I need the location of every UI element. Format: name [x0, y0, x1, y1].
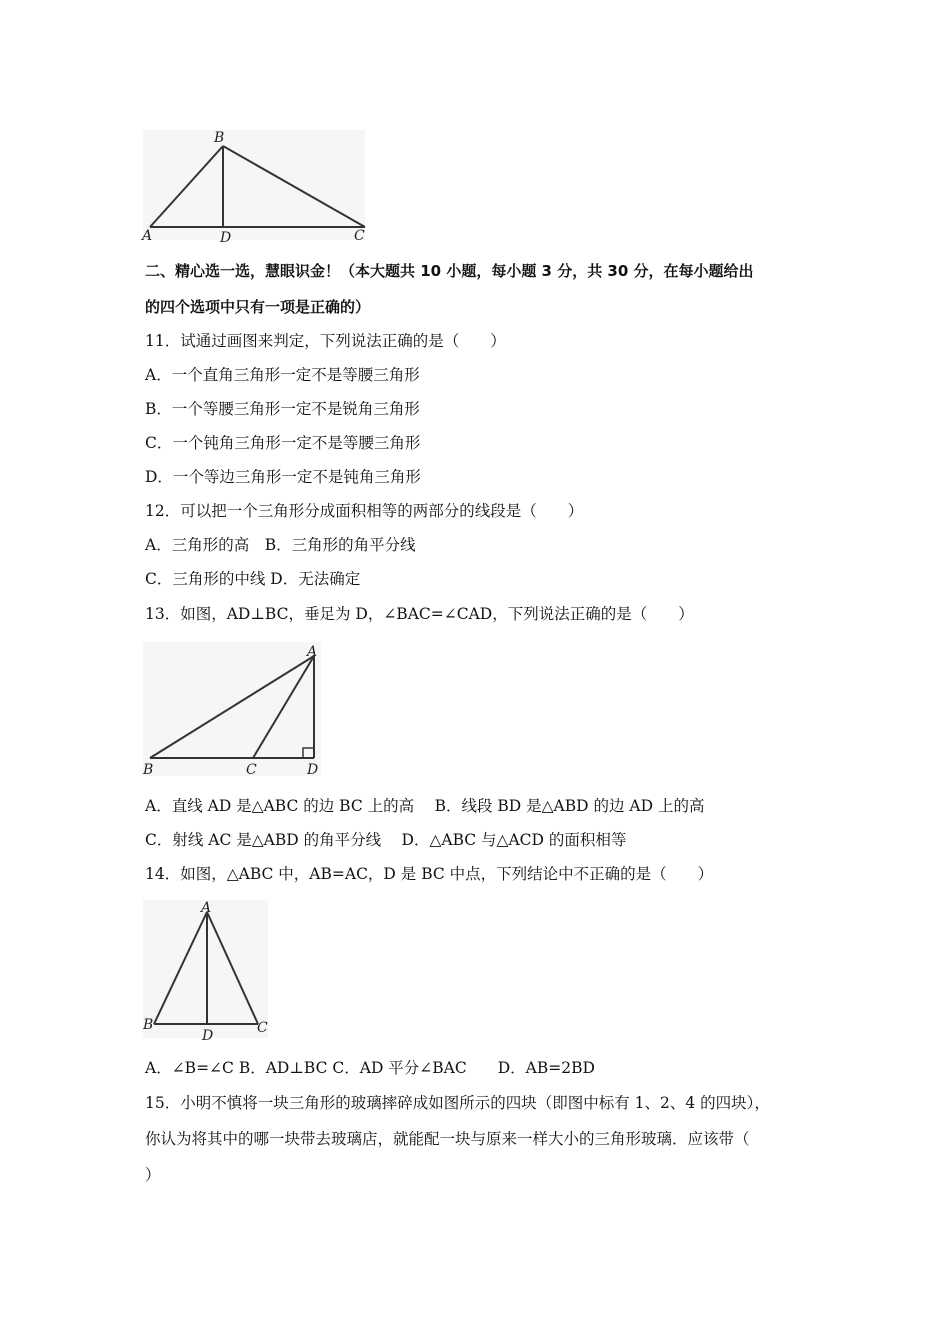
vertex-label-b: B [143, 762, 154, 778]
q11-option-b: B．一个等腰三角形一定不是锐角三角形 [145, 400, 420, 418]
section-heading-line1: 二、精心选一选，慧眼识金！（本大题共 10 小题，每小题 3 分，共 30 分，在每小题给出 [145, 262, 754, 280]
q11-option-c: C．一个钝角三角形一定不是等腰三角形 [145, 434, 421, 452]
q11-stem: 11．试通过画图来判定，下列说法正确的是（ ） [145, 332, 506, 350]
q11-option-d: D．一个等边三角形一定不是钝角三角形 [145, 468, 421, 486]
q13-options-line2: C．射线 AC 是△ABD 的角平分线 D．△ABC 与△ACD 的面积相等 [145, 831, 627, 849]
section-heading-line2: 的四个选项中只有一项是正确的） [145, 298, 371, 316]
q15-line3: ） [145, 1166, 161, 1184]
vertex-label-c: C [354, 228, 365, 244]
q11-option-a: A．一个直角三角形一定不是等腰三角形 [145, 366, 420, 384]
q12-stem: 12．可以把一个三角形分成面积相等的两部分的线段是（ ） [145, 502, 584, 520]
vertex-label-d: D [220, 230, 232, 246]
vertex-label-d: D [307, 762, 319, 778]
q15-line1: 15．小明不慎将一块三角形的玻璃摔碎成如图所示的四块（即图中标有 1、2、4 的四块）， [145, 1094, 770, 1112]
q12-options-line2: C．三角形的中线 D．无法确定 [145, 570, 361, 588]
q14-stem: 14．如图，△ABC 中，AB=AC，D 是 BC 中点，下列结论中不正确的是（ ） [145, 865, 714, 883]
vertex-label-a: A [307, 644, 318, 660]
figure-triangle-abc-altitude [140, 126, 370, 246]
vertex-label-a: A [142, 228, 153, 244]
q13-options-line1: A．直线 AD 是△ABC 的边 BC 上的高 B．线段 BD 是△ABD 的边 AD 上的高 [145, 797, 705, 815]
vertex-label-c: C [257, 1020, 268, 1036]
q14-options: A．∠B=∠C B．AD⊥BC C．AD 平分∠BAC D．AB=2BD [145, 1059, 595, 1077]
q15-line2: 你认为将其中的哪一块带去玻璃店，就能配一块与原来一样大小的三角形玻璃．应该带（ [145, 1130, 750, 1148]
vertex-label-a: A [201, 900, 212, 916]
figure-q14-isosceles-triangle [140, 898, 272, 1043]
vertex-label-b: B [214, 130, 225, 146]
vertex-label-c: C [246, 762, 257, 778]
vertex-label-d: D [202, 1028, 214, 1043]
q13-stem: 13．如图，AD⊥BC，垂足为 D，∠BAC=∠CAD，下列说法正确的是（ ） [145, 605, 694, 623]
q12-options-line1: A．三角形的高 B．三角形的角平分线 [145, 536, 416, 554]
figure-q13-right-triangle [140, 640, 325, 780]
vertex-label-b: B [143, 1017, 154, 1033]
